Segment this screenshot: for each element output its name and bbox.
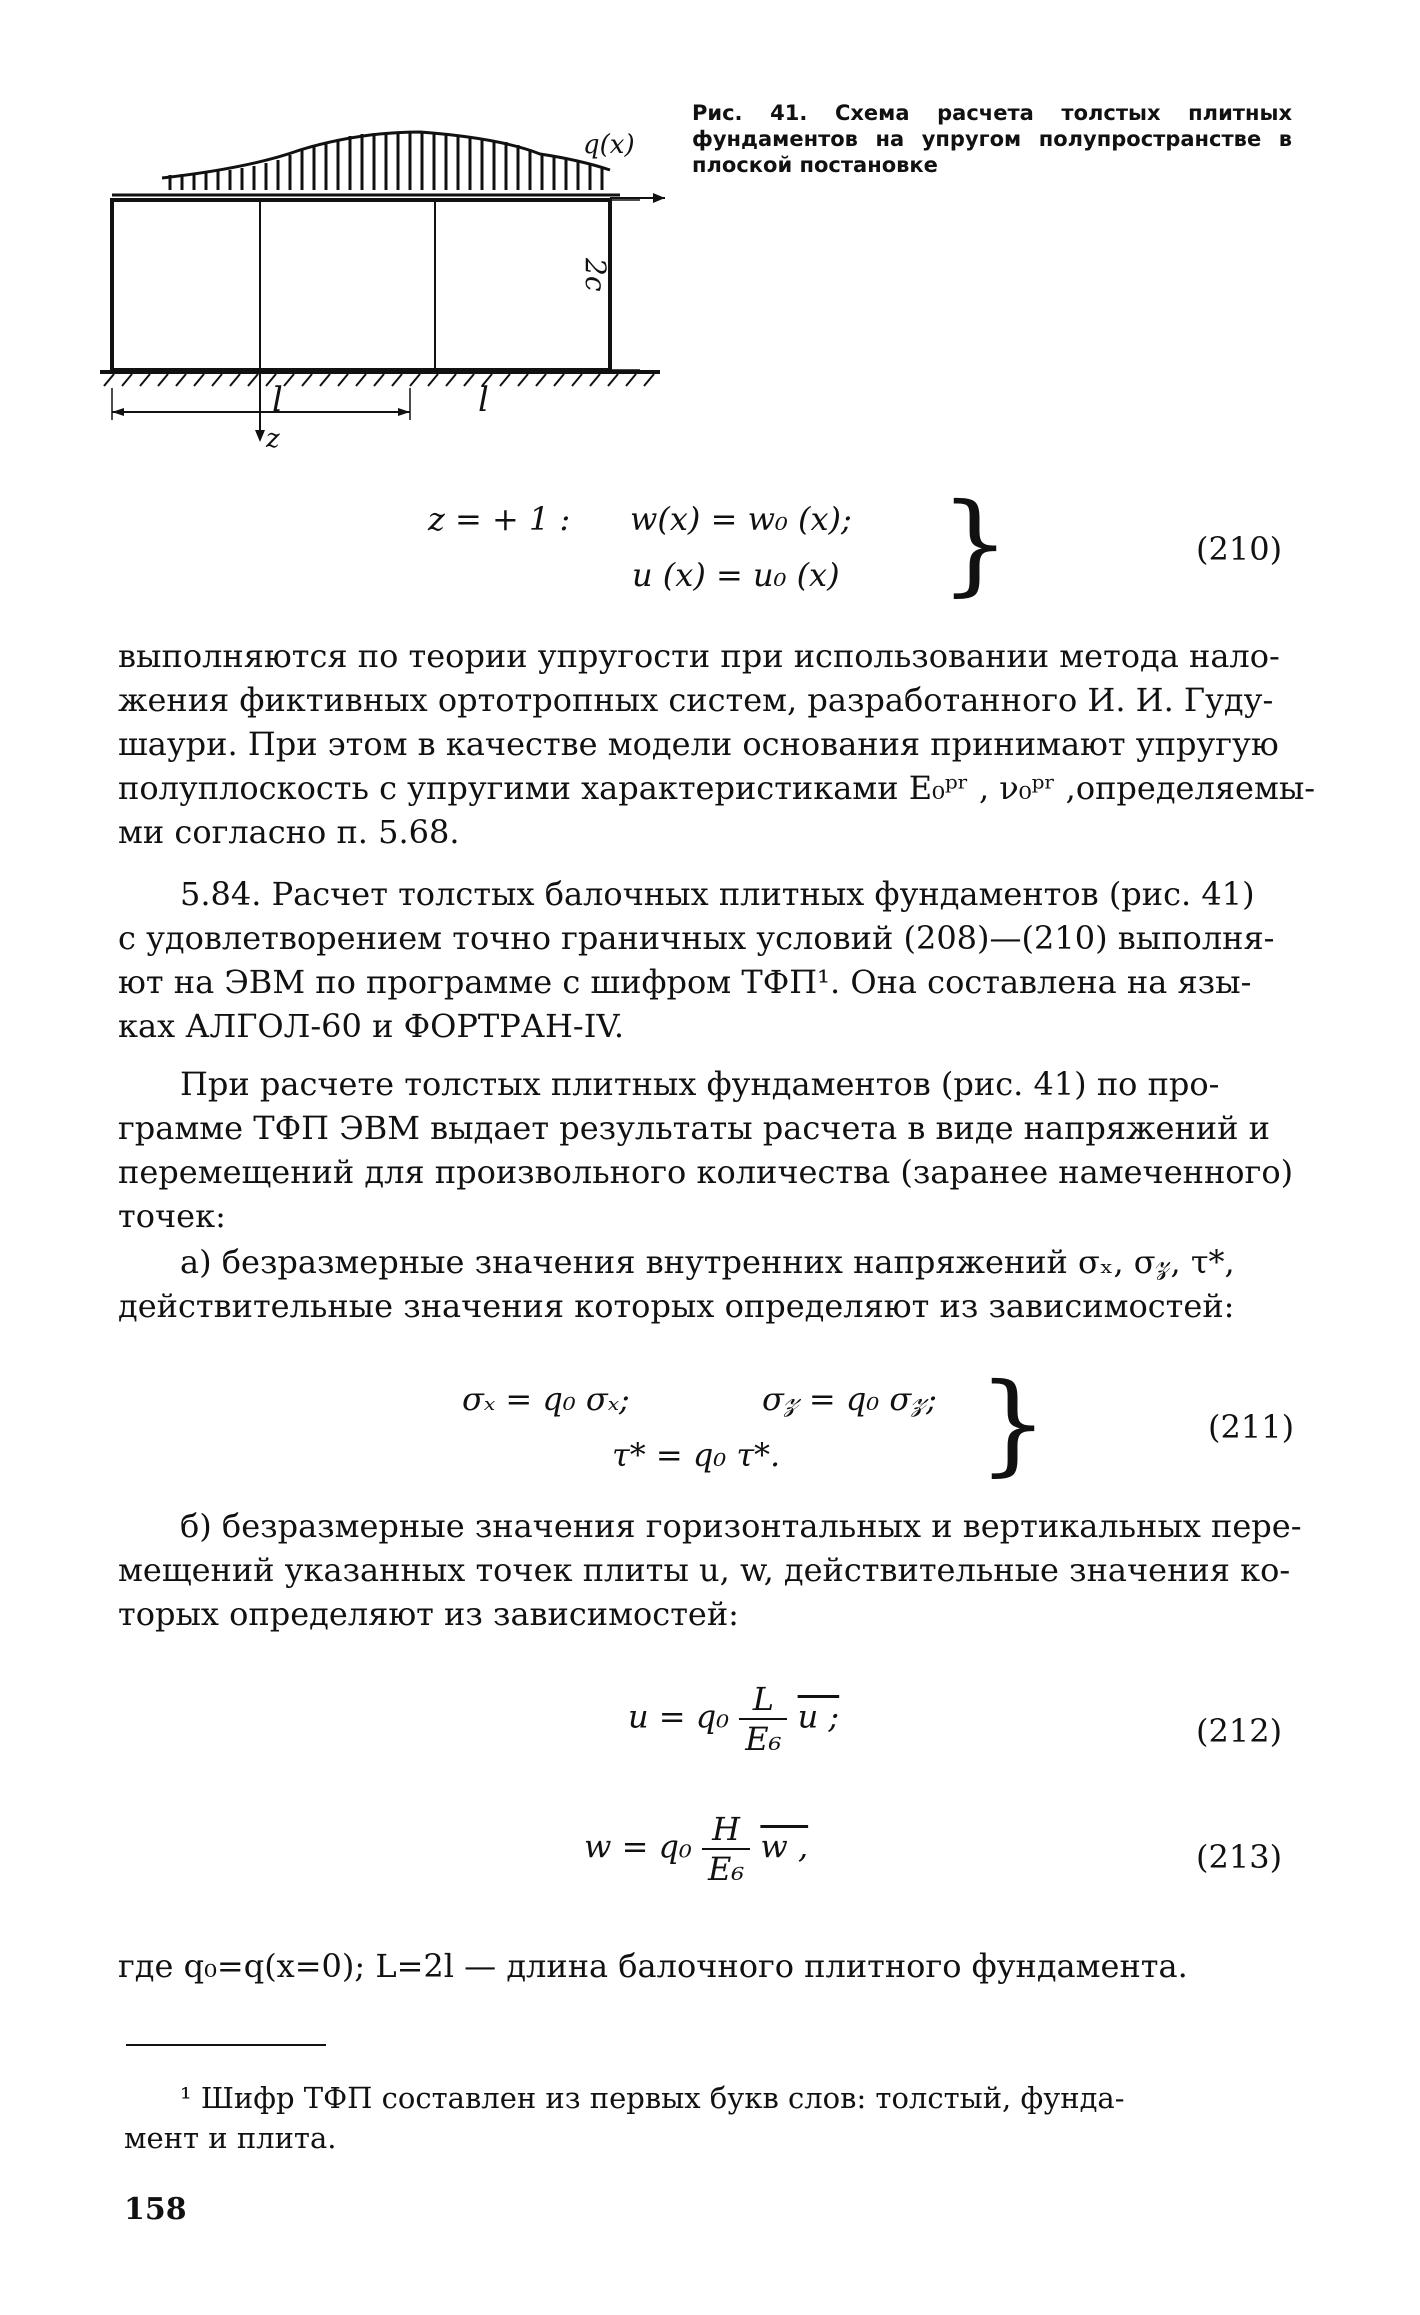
text-line: выполняются по теории упругости при использовании метода нало- — [118, 637, 1280, 675]
page-number: 158 — [124, 2192, 187, 2227]
text-line: торых определяют из зависимостей: — [118, 1595, 739, 1633]
text-line: б) безразмерные значения горизонтальных и вертикальных пере- — [180, 1507, 1302, 1545]
text-line: ют на ЭВМ по программе с шифром ТФП¹. Она составлена на язы- — [118, 963, 1252, 1001]
eq210-line2: u (x) = u₀ (x) — [632, 556, 840, 594]
eq212-fraction — [739, 1680, 787, 1758]
text-line: 5.84. Расчет толстых балочных плитных фундаментов (рис. 41) — [180, 875, 1255, 913]
eq212-number: (212) — [1196, 1712, 1283, 1750]
paragraph-1 — [118, 634, 1316, 854]
footnote-line: ¹ Шифр ТФП составлен из первых букв слов: толстый, фунда- — [180, 2081, 1125, 2115]
eq213-lhs: w = q₀ — [584, 1827, 692, 1866]
eq212-rhs: u ; — [797, 1697, 840, 1736]
text-line: а) безразмерные значения внутренних напряжений σₓ, σ𝓏, τ*, — [180, 1243, 1235, 1281]
paragraph-4 — [118, 1240, 1298, 1328]
paragraph-6 — [118, 1944, 1298, 1988]
paragraph-5 — [118, 1504, 1302, 1636]
text-line: жения фиктивных ортотропных систем, разработанного И. И. Гуду- — [118, 681, 1274, 719]
eq213-fraction — [702, 1810, 750, 1888]
footnote-line: мент и плита. — [124, 2121, 337, 2155]
eq212-numerator: L — [752, 1680, 774, 1718]
figure-caption: Рис. 41. Схема расчета толстых плитных фундаментов на упругом полупространстве в плоской постановке — [692, 101, 1292, 177]
eq210-line1: w(x) = w₀ (x); — [630, 500, 852, 538]
paragraph-3 — [118, 1062, 1298, 1238]
slab-rectangle — [112, 200, 610, 370]
paragraph-2 — [118, 872, 1298, 1048]
eq211-line1b: σ𝓏 = q₀ σ𝓏; — [762, 1380, 937, 1418]
figure-41-diagram — [100, 120, 680, 480]
z-axis-label: z — [266, 424, 280, 454]
span-right-label: l — [478, 380, 489, 420]
span-left-label: l — [272, 380, 283, 420]
text-line: мещений указанных точек плиты u, w, действительные значения ко- — [118, 1551, 1291, 1589]
load-label: q(x) — [583, 130, 635, 160]
eq211-number: (211) — [1208, 1408, 1295, 1446]
text-line: с удовлетворением точно граничных условий (208)—(210) выполня- — [118, 919, 1275, 957]
eq212 — [628, 1680, 839, 1758]
eq213-denominator: E₆ — [708, 1850, 745, 1888]
text-line: полуплоскость с упругими характеристиками E₀ᵖʳ , ν₀ᵖʳ ,определяемы- — [118, 769, 1316, 807]
eq212-lhs: u = q₀ — [628, 1697, 730, 1736]
footnote-rule — [126, 2044, 326, 2046]
text-line: точек: — [118, 1197, 226, 1235]
text-line: где q₀=q(x=0); L=2l — длина балочного плитного фундамента. — [118, 1947, 1188, 1985]
eq210-number: (210) — [1196, 530, 1283, 568]
eq213 — [584, 1810, 808, 1888]
eq211-line2: τ* = q₀ τ*. — [612, 1436, 781, 1474]
text-line: ках АЛГОЛ-60 и ФОРТРАН-IV. — [118, 1007, 625, 1045]
eq213-rhs: w , — [760, 1827, 809, 1866]
eq212-denominator: E₆ — [745, 1720, 782, 1758]
text-line: ми согласно п. 5.68. — [118, 813, 460, 851]
eq210-lhs: z = + 1 : — [428, 500, 571, 538]
text-line: перемещений для произвольного количества (заранее намеченного) — [118, 1153, 1294, 1191]
eq213-number: (213) — [1196, 1838, 1283, 1876]
ground-hatching — [104, 374, 654, 386]
load-arrows — [170, 132, 602, 190]
text-line: шаури. При этом в качестве модели основания принимают упругую — [118, 725, 1279, 763]
text-line: грамме ТФП ЭВМ выдает результаты расчета в виде напряжений и — [118, 1109, 1270, 1147]
eq210-brace: } — [940, 479, 1010, 607]
eq211-brace: } — [978, 1359, 1048, 1487]
footnote — [124, 2078, 1298, 2158]
text-line: При расчете толстых плитных фундаментов (рис. 41) по про- — [180, 1065, 1220, 1103]
height-label: 2c — [579, 258, 612, 292]
eq211-line1a: σₓ = q₀ σₓ; — [462, 1380, 630, 1418]
eq213-numerator: H — [712, 1810, 741, 1848]
text-line: действительные значения которых определяют из зависимостей: — [118, 1287, 1235, 1325]
